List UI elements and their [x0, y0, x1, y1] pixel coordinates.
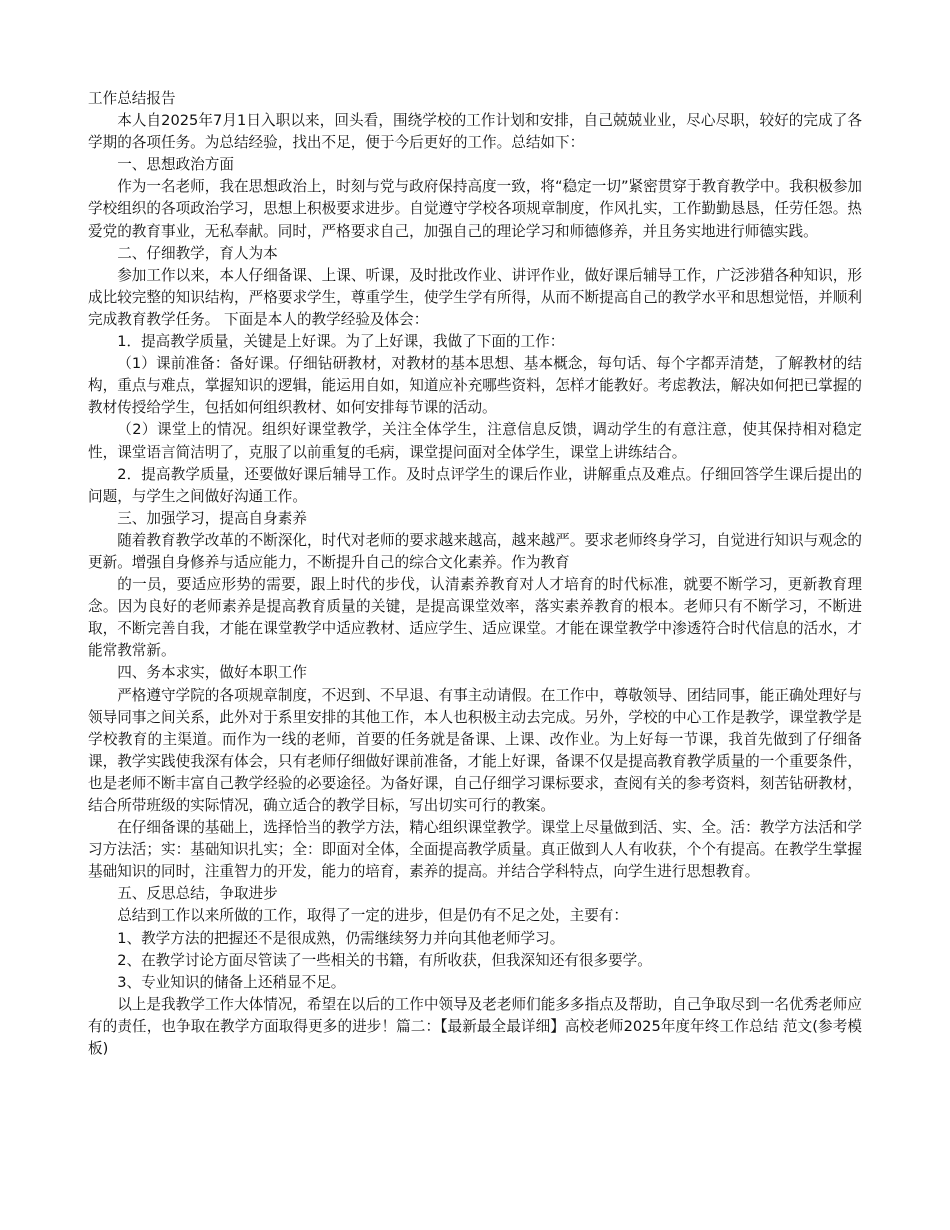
teaching-subpoint-2: （2）课堂上的情况。组织好课堂教学，关注全体学生，注意信息反馈，调动学生的有意注意，使其保持相对稳定性，课堂语言简洁明了，克服了以前重复的毛病，课堂提问面对全体学生，课堂上讲练结合。 — [88, 421, 862, 461]
study-paragraph-1: 随着教育教学改革的不断深化，时代对老师的要求越来越高，越来越严。要求老师终身学习，自觉进行知识与观念的更新。增强自身修养与适应能力，不断提升自己的综合文化素养。作为教育 — [88, 531, 862, 571]
teaching-point-2: 2．提高教学质量，还要做好课后辅导工作。及时点评学生的课后作业，讲解重点及难点。仔细回答学生课后提出的问题，与学生之间做好沟通工作。 — [88, 465, 862, 505]
intro-paragraph: 本人自2025年7月1日入职以来，回头看，围绕学校的工作计划和安排，自己兢兢业业，尽心尽职，较好的完成了各学期的各项任务。为总结经验，找出不足，便于今后更好的工作。总结如下： — [88, 112, 862, 152]
duty-paragraph-1: 严格遵守学院的各项规章制度，不迟到、不早退、有事主动请假。在工作中，尊敬领导、团结同事，能正确处理好与领导同事之间关系，此外对于系里安排的其他工作，本人也积极主动去完成。另外，学校的中心工作是教学，课堂教学是学校教育的主渠道。而作为一线的老师，首要的任务就是备课、上课、改作业。为上好每一节课，我首先做到了仔细备课，教学实践使我深有体会，只有老师仔细做好课前准备，才能上好课，备课不仅是提高教育教学质量的一个重要条件，也是老师不断丰富自己教学经验的必要途径。为备好课，自己仔细学习课标要求，查阅有关的参考资料，刻苦钻研教材，结合所带班级的实际情况，确立适合的教学目标，写出切实可行的教案。 — [88, 686, 862, 814]
section-heading-4: 四、务本求实，做好本职工作 — [117, 664, 307, 682]
duty-paragraph-2: 在仔细备课的基础上，选择恰当的教学方法，精心组织课堂教学。课堂上尽量做到活、实、全。活：教学方法活和学习方法活；实：基础知识扎实；全：即面对全体，全面提高教学质量。真正做到人人有收获，个个有提高。在教学生掌握基础知识的同时，注重智力的开发，能力的培育，素养的提高。并结合学科特点，向学生进行思想教育。 — [88, 819, 862, 881]
document-page — [88, 88, 862, 1060]
reflection-item-2: 2、在教学讨论方面尽管读了一些相关的书籍，有所收获，但我深知还有很多要学。 — [117, 951, 652, 969]
study-paragraph-2: 的一员，要适应形势的需要，跟上时代的步伐，认清素养教育对人才培育的时代标准，就要不断学习，更新教育理念。因为良好的老师素养是提高教育质量的关键，是提高课堂效率，落实素养教育的根本。老师只有不断学习，不断进取，不断完善自我，才能在课堂教学中适应教材、适应学生、适应课堂。才能在课堂教学中渗透符合时代信息的活水，才能常教常新。 — [88, 576, 862, 660]
teaching-paragraph: 参加工作以来，本人仔细备课、上课、听课，及时批改作业、讲评作业，做好课后辅导工作，广泛涉猎各种知识，形成比较完整的知识结构，严格要求学生，尊重学生，使学生学有所得，从而不断提高自己的教学水平和思想觉悟，并顺利完成教育教学任务。 下面是本人的教学经验及体会： — [88, 266, 862, 328]
closing-paragraph: 以上是我教学工作大体情况，希望在以后的工作中领导及老老师们能多多指点及帮助，自己争取尽到一名优秀老师应有的责任，也争取在教学方面取得更多的进步！篇二：【最新最全最详细】高校老师2025年度年终工作总结 范文(参考模板) — [88, 995, 862, 1058]
section-heading-5: 五、反思总结，争取进步 — [117, 885, 278, 903]
teaching-point-1: 1．提高教学质量，关键是上好课。为了上好课，我做了下面的工作： — [117, 333, 565, 351]
document-title: 工作总结报告 — [88, 90, 176, 107]
section-heading-1: 一、思想政治方面 — [117, 156, 234, 174]
teaching-subpoint-1: （1）课前准备：备好课。仔细钻研教材，对教材的基本思想、基本概念，每句话、每个字都弄清楚，了解教材的结构，重点与难点，掌握知识的逻辑，能运用自如，知道应补充哪些资料，怎样才能教好。考虑教法，解决如何把已掌握的教材传授给学生，包括如何组织教材、如何安排每节课的活动。 — [88, 355, 862, 417]
reflection-intro: 总结到工作以来所做的工作，取得了一定的进步，但是仍有不足之处，主要有： — [117, 907, 628, 925]
section-heading-2: 二、仔细教学，育人为本 — [117, 244, 278, 262]
section-heading-3: 三、加强学习，提高自身素养 — [117, 509, 307, 527]
politics-paragraph: 作为一名老师，我在思想政治上，时刻与党与政府保持高度一致，将“稳定一切”紧密贯穿于教育教学中。我积极参加学校组织的各项政治学习，思想上积极要求进步。自觉遵守学校各项规章制度，作风扎实，工作勤勤恳恳，任劳任怨。热爱党的教育事业，无私奉献。同时，严格要求自己，加强自己的理论学习和师德修养，并且务实地进行师德实践。 — [88, 178, 863, 240]
reflection-item-3: 3、专业知识的储备上还稍显不足。 — [117, 973, 346, 991]
reflection-item-1: 1、教学方法的把握还不是很成熟，仍需继续努力并向其他老师学习。 — [117, 929, 565, 947]
